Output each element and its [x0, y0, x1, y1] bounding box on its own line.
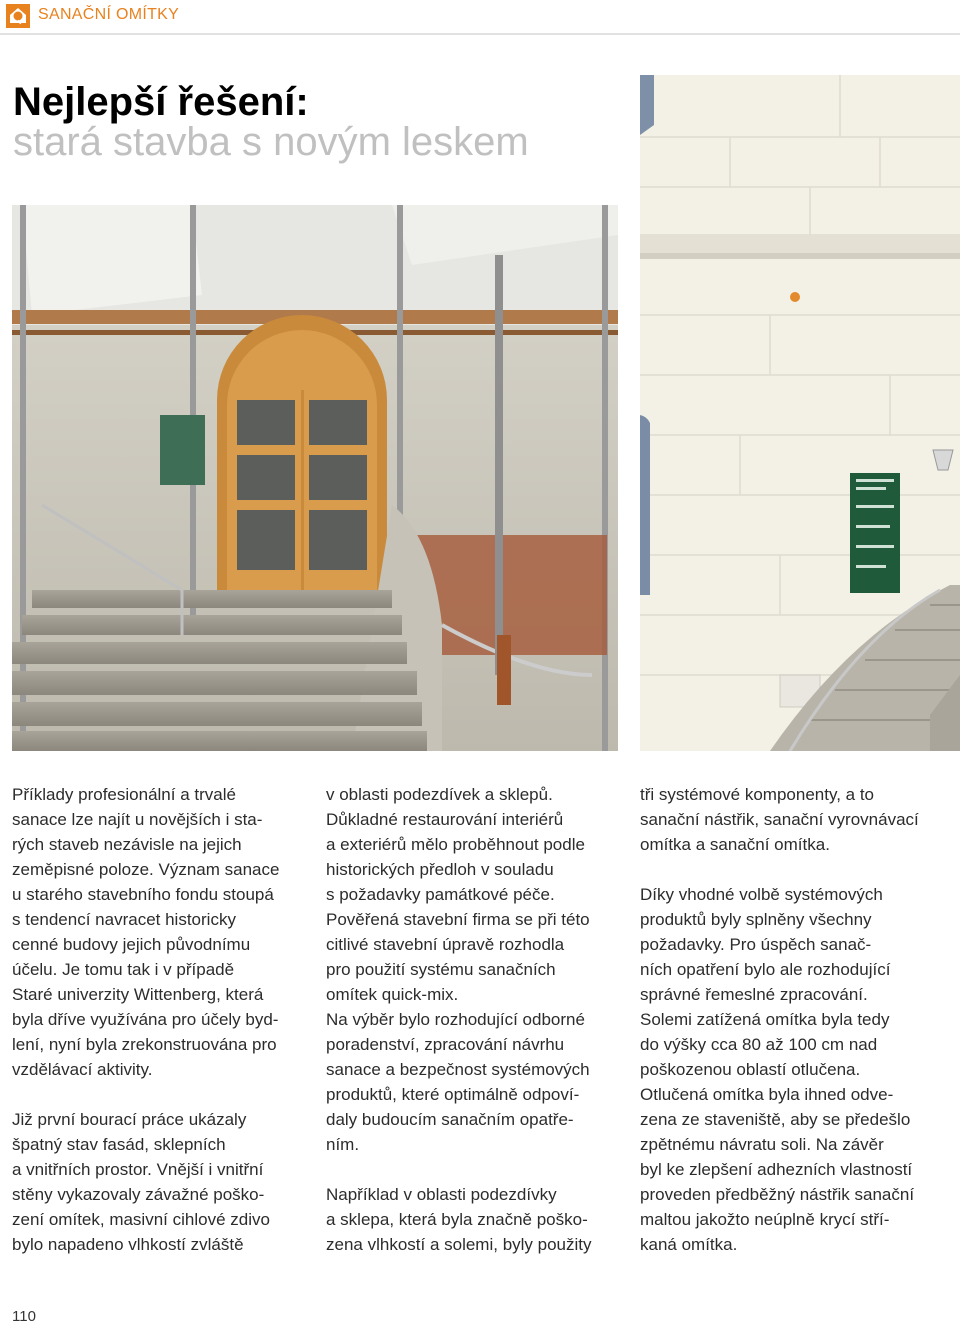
- text-column-2: [326, 782, 618, 1282]
- paragraph: Již první bourací práce ukázaly špatný stav fasád, sklepních a vnitřních prostor. Vnější i vnitřní stěny vykazovaly závažné poško- zení omítek, masivní cihlové zdivo bylo napadeno vlhkostí zvláště: [12, 1110, 270, 1254]
- paragraph: tři systémové komponenty, a to sanační nástřik, sanační vyrovnávací omítka a sanační omítka.: [640, 785, 919, 854]
- photo-renovated-facade: [640, 75, 960, 751]
- photo-renovation-scaffolding: [12, 205, 618, 751]
- paragraph: Příklady profesionální a trvalé sanace lze najít u novějších i sta- rých staveb nezávisle na jejich zeměpisné poloze. Význam sanace u starého stavebního fondu stoupá s tendencí navracet historicky cenné budovy jejich původnímu účelu. Je tomu tak i v případě Staré univerzity Wittenberg, která byla dříve využívána pro účely byd- lení, nyní byla zrekonstruována pro vzdělávací aktivity.: [12, 785, 280, 1079]
- section-title: SANAČNÍ OMÍTKY: [38, 6, 180, 23]
- text-column-3: [640, 782, 950, 1282]
- paragraph: v oblasti podezdívek a sklepů. Důkladné restaurování interiérů a exteriérů mělo proběhnout podle historických předloh v souladu s požadavky památkové péče. Pověřená stavební firma se při této citlivé stavební úpravě rozhodla pro použití systému sanačních omítek quick-mix. Na výběr bylo rozhodující odborné poradenství, zpracování návrhu sanace a bezpečnost systémových produktů, které optimálně odpoví- daly budoucím sanačním opatře- ním.: [326, 785, 590, 1154]
- paragraph: Díky vhodné volbě systémových produktů byly splněny všechny požadavky. Pro úspěch sanač- ních opatření bylo ale rozhodující správné řemeslné zpracování. Solemi zatížená omítka byla tedy do výšky cca 80 až 100 cm nad poškozenou oblastí otlučena. Otlučená omítka byla ihned odve- zena ze staveniště, aby se předešlo zpětnému návratu soli. Na závěr byl ke zlepšení adhezních vlastností proveden předběžný nástřik sanační maltou jakožto neúplně krycí stří- kaná omítka.: [640, 885, 915, 1254]
- page-subtitle: stará stavba s novým leskem: [13, 120, 529, 164]
- header-divider: [0, 33, 960, 35]
- page-number: 110: [12, 1308, 36, 1325]
- page-header: [0, 0, 960, 40]
- brand-logo-icon: [6, 4, 30, 28]
- paragraph: Například v oblasti podezdívky a sklepa, která byla značně poško- zena vlhkostí a solemi, byly použity: [326, 1185, 592, 1254]
- text-column-1: [12, 782, 304, 1282]
- page-title: Nejlepší řešení:: [13, 80, 309, 124]
